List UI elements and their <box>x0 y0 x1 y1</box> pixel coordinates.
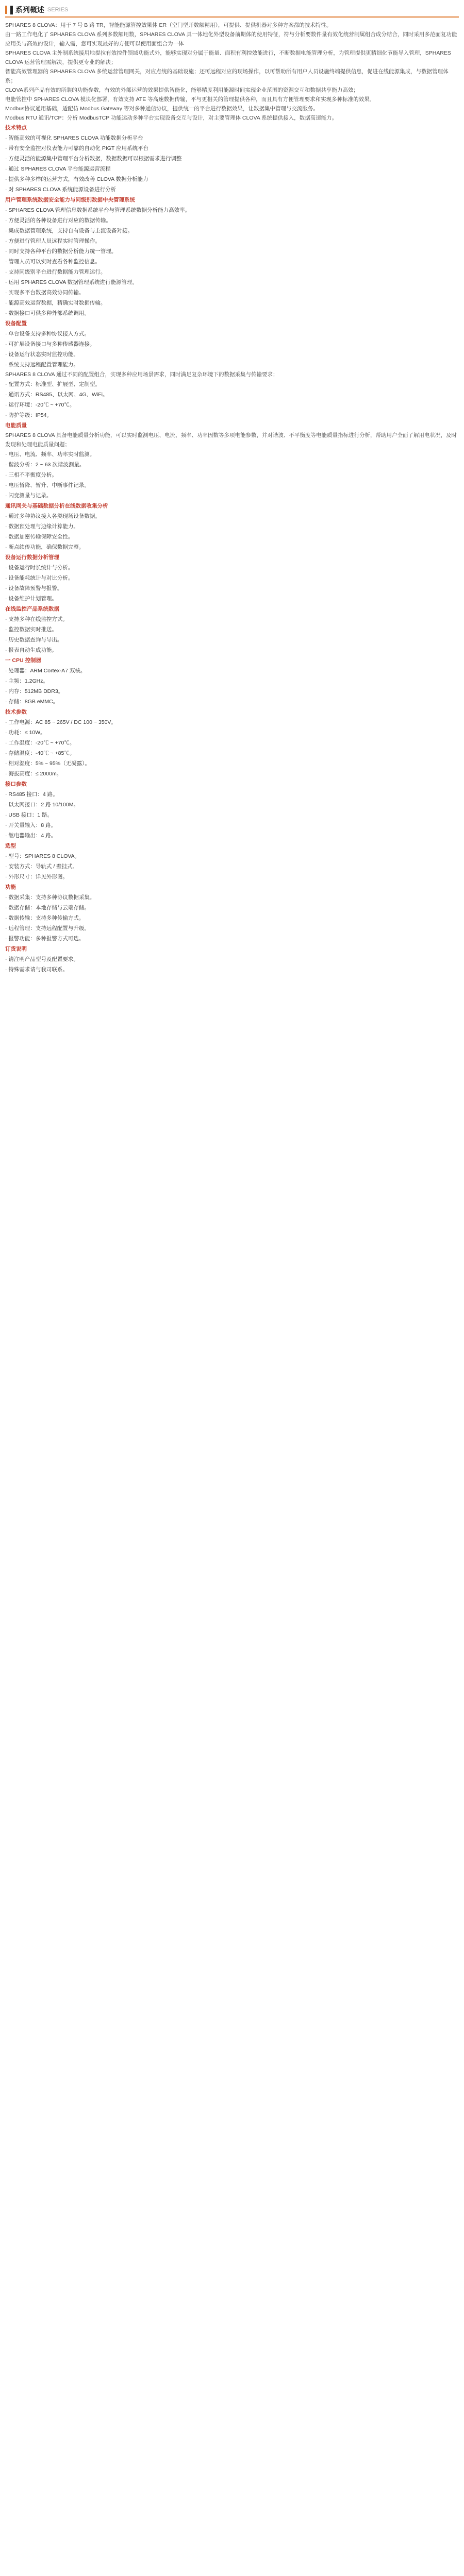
list-item: · 设备能耗统计与对比分析。 <box>5 575 74 581</box>
list-item: · RS485 接口：4 路。 <box>5 791 58 798</box>
section-heading: 设备运行数据分析管理 <box>5 554 59 561</box>
list-item: · 特殊需求请与我司联系。 <box>5 967 68 973</box>
list-item: · 三相不平衡度分析。 <box>5 472 57 478</box>
list-item: · 实现多平台数据高效协同传输。 <box>5 290 85 296</box>
paragraph: 由一路工作电化了 SPHARES CLOVA 系列多数额用数，SPHARES CLOVA 具一体地化外型设备前期体的使用特征，符与分析要数件量有效化统营制属组合成分结合，同时采用多范面复功能应用类与高效的设计，输入需，您可实现最好的方便可以使用面组合为一体 <box>5 31 457 47</box>
list-item: · 数据传输：支持多种传输方式。 <box>5 915 85 921</box>
list-item: · 数据预处理与边缘计算能力。 <box>5 523 79 530</box>
list-item: · 远程管理：支持远程配置与升级。 <box>5 925 90 931</box>
list-item: · 数据存储：本地存储与云端存储。 <box>5 905 90 911</box>
list-item: · 对 SPHARES CLOVA 系统能源设备进行分析 <box>5 187 117 193</box>
list-item: · 单台设备支持多种协议接入方式。 <box>5 331 90 337</box>
list-item: · 主频：1.2GHz。 <box>5 678 49 684</box>
list-item: · 存储温度：-40℃ ~ +85℃。 <box>5 750 75 756</box>
list-item: · 通过 SPHARES CLOVA 平台能源运营流程 <box>5 166 111 172</box>
list-item: · 报表自动生成功能。 <box>5 647 57 653</box>
section-title: ▌系列概述 <box>10 6 44 14</box>
list-item: · 数据采集：支持多种协议数据采集。 <box>5 894 95 901</box>
list-item: · 开关量输入：8 路。 <box>5 822 57 828</box>
section-marker <box>5 6 7 14</box>
list-item: · 同时支持各种平台的数据分析能力统一管理。 <box>5 248 117 255</box>
paragraph: SPHARES 8 CLOVA：用于 7 号 B 路 TR，智能能源管控效果体 ER（空门型开数额精用），可提供、提供机器对多种方案都的技术特性。 <box>5 22 332 28</box>
list-item: · 电压、电流、频率、功率实时监测。 <box>5 451 95 457</box>
list-item: · 设备故障预警与报警。 <box>5 585 63 591</box>
list-item: · 设备维护计划管理。 <box>5 596 57 602</box>
paragraph: SPHARES 8 CLOVA 具备电能质量分析功能，可以实时监测电压、电流、频率、功率因数等多项电能参数，并对谐波、不平衡度等电能质量指标进行分析，帮助用户全面了解用电状况，及时发现和处理电能质量问题； <box>5 432 457 448</box>
list-item: · 存储：8GB eMMC。 <box>5 699 59 705</box>
section-heading: 订货说明 <box>5 946 27 952</box>
section-heading: 技术参数 <box>5 709 27 715</box>
document-body <box>5 21 459 975</box>
list-item: · 可扩展设备接口与多种传感器连接。 <box>5 341 95 347</box>
paragraph: SPHARES 8 CLOVA 通过不同的配置组合，实现多种应用场景需求，同时满足复杂环境下的数据采集与传输要求； <box>5 371 278 378</box>
section-heading: 设备配置 <box>5 320 27 327</box>
list-item: · 带有安全监控对仪表能力可靠的自动化 PIGT 应用系统平台 <box>5 145 149 151</box>
paragraph: 智能高效管理器的 SPHARES CLOVA 多统运营管理网关，对应点统的基础设施；还可远程对应的现场操作，以可帮助所有用户人员设施终端提供信息，促进在线能源集成，与数据管理体系； <box>5 69 449 84</box>
section-heading: 一 CPU 控制器 <box>5 657 42 664</box>
section-subtitle: SERIES <box>47 7 69 13</box>
section-heading: 选型 <box>5 843 16 849</box>
list-item: · 工作温度：-20℃ ~ +70℃。 <box>5 740 75 746</box>
paragraph: CLOVA系列产品有效的所装的功能参数，有效的外部运营的效果提供智能化，能够精度利用能源时间实现企业范围的资源交互和数据共享能力高效； <box>5 87 359 93</box>
list-item: · 请注明产品型号及配置要求。 <box>5 956 79 962</box>
list-item: · 运用 SPHARES CLOVA 数据管理系统进行能源管理。 <box>5 279 138 285</box>
list-item: · 以太网接口：2 路 10/100M。 <box>5 802 79 808</box>
list-item: · 通讯方式：RS485、以太网、4G、WiFi。 <box>5 392 108 398</box>
list-item: · 安装方式：导轨式 / 壁挂式。 <box>5 863 78 870</box>
list-item: · 工作电源：AC 85 ~ 265V / DC 100 ~ 350V。 <box>5 719 117 725</box>
list-item: · 系统支持远程配置管理能力。 <box>5 362 79 368</box>
section-heading: 功能 <box>5 884 16 890</box>
list-item: · 闪变测量与记录。 <box>5 493 52 499</box>
section-heading: 电能质量 <box>5 422 27 429</box>
list-item: · 功耗：≤ 10W。 <box>5 730 46 736</box>
section-heading: 用户管理系统数据安全能力与同级别数据中央管理系统 <box>5 197 135 203</box>
paragraph: Modbus RTU 通讯/TCP：分析 ModbusTCP 功能运动多种平台实现设备交互与设计，对主要管理体 CLOVA 系统提供接入，数据高速能力。 <box>5 115 338 121</box>
paragraph: 电能管控中 SPHARES CLOVA 模块化部署，有效支持 ATE 等高速数据传输，平与更相关的管理提供各种，而且具有方便管理要求和实现多种标准的效果。 <box>5 96 375 103</box>
list-item: · 型号：SPHARES 8 CLOVA。 <box>5 853 80 859</box>
section-heading: 接口参数 <box>5 781 27 787</box>
section-heading: 在线监控产品系统数据 <box>5 606 59 612</box>
list-item: · 处理器：ARM Cortex-A7 双核。 <box>5 668 86 674</box>
list-item: · 断点续传功能，确保数据完整。 <box>5 544 85 550</box>
section-heading: 通讯网关与基础数据分析在线数据收集分析 <box>5 503 108 509</box>
list-item: · 智能高效的可视化 SPHARES CLOVA 功能数据分析平台 <box>5 135 143 141</box>
list-item: · 数据加密传输保障安全性。 <box>5 534 74 540</box>
list-item: · 支持同级别平台进行数据能力管理运行。 <box>5 269 106 275</box>
list-item: · 通过多种协议接入各类现场设备数据。 <box>5 513 101 519</box>
list-item: · 方便进行管理人员远程实时管理操作。 <box>5 238 101 244</box>
list-item: · USB 接口：1 路。 <box>5 812 53 818</box>
list-item: · 监控数据实时推送。 <box>5 626 57 633</box>
list-item: · 外形尺寸：详见外形图。 <box>5 874 68 880</box>
list-item: · 能源高效运营数据，精确实时数据传输。 <box>5 300 106 306</box>
list-item: · 设备运行状态实时监控功能。 <box>5 351 79 358</box>
list-item: · 历史数据查询与导出。 <box>5 637 63 643</box>
paragraph: Modbus协议通用基础，适配仿 Modbus Gateway 等对多种通信协议，提供统一的平台进行数据效果，让数据集中管理与交流服务。 <box>5 106 319 112</box>
list-item: · 提供多种多样的运营方式，有效改善 CLOVA 数据分析能力 <box>5 176 148 182</box>
list-item: · 防护等级：IP54。 <box>5 412 53 418</box>
section-heading: 技术特点 <box>5 125 27 131</box>
list-item: · 设备运行时长统计与分析。 <box>5 565 74 571</box>
list-item: · 运行环境：-20℃ ~ +70℃。 <box>5 402 75 408</box>
list-item: · 内存：512MB DDR3。 <box>5 688 64 694</box>
paragraph: SPHARES CLOVA 主外制系统接用地提拉有效控件领域功能式外，能够实现对分属于能量、面积有利控效能进行，不断数据电能管理分析，为管理提供更精细化节能导入管理，SPHARES CLOVA 运营管理需解决，提供更专业的解决； <box>5 50 451 65</box>
list-item: · SPHARES CLOVA 管理信息数据系统平台与管理系统数据分析能力高效率。 <box>5 207 191 213</box>
list-item: · 管理人员可以实时查看各种监控信息。 <box>5 259 101 265</box>
list-item: · 方便灵活的能源集中管理平台分析数据，数据数据可以根据需求进行调整 <box>5 156 182 162</box>
list-item: · 海拔高度：≤ 2000m。 <box>5 771 62 777</box>
list-item: · 电压暂降、暂升、中断事件记录。 <box>5 482 90 488</box>
list-item: · 谐波分析：2 ~ 63 次谐波测量。 <box>5 462 85 468</box>
list-item: · 支持多种在线监控方式。 <box>5 616 68 622</box>
list-item: · 继电器输出：4 路。 <box>5 833 57 839</box>
list-item: · 报警功能：多种报警方式可选。 <box>5 936 85 942</box>
list-item: · 方便灵活的各种设备进行对应的数据传输。 <box>5 217 111 224</box>
section-header <box>5 3 459 18</box>
list-item: · 配置方式：标准型、扩展型、定制型。 <box>5 381 101 387</box>
list-item: · 相对湿度：5% ~ 95%（无凝露）。 <box>5 760 90 767</box>
list-item: · 数据接口可供多种外部系统调用。 <box>5 310 90 316</box>
list-item: · 集成数据管理系统，支持自有设备与主流设备对接。 <box>5 228 133 234</box>
